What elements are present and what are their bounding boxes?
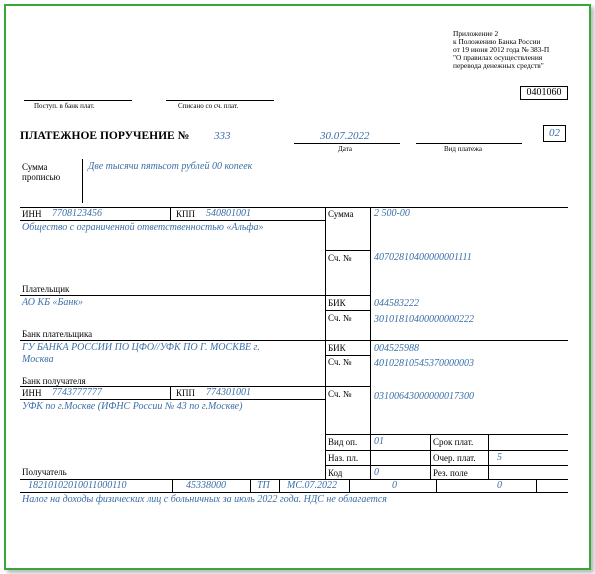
payment-order-form xyxy=(4,4,591,570)
appendix-line: перевода денежных средств" xyxy=(453,61,544,70)
payee-bank-bik: 004525988 xyxy=(374,343,419,354)
payee-name: УФК по г.Москве (ИФНС России № 43 по г.Москве) xyxy=(22,401,243,412)
payer-inn-label: ИНН xyxy=(22,209,42,219)
priority-label: Очер. плат. xyxy=(433,453,476,463)
payee-bank-label: Банк получателя xyxy=(22,376,86,386)
payer-bank-acc: 30101810400000000222 xyxy=(374,314,474,325)
payer-label: Плательщик xyxy=(22,284,70,294)
date-label: Дата xyxy=(338,145,352,153)
code-value: 0 xyxy=(374,467,379,478)
appendix-line: от 19 июня 2012 года № 383-П xyxy=(453,45,550,54)
payee-inn-label: ИНН xyxy=(22,388,42,398)
payee-bank-acc: 40102810545370000003 xyxy=(374,358,474,369)
payee-bank-acc-label: Сч. № xyxy=(328,357,352,367)
status-code-box: 02 xyxy=(543,125,566,142)
appendix-line: к Положению Банка России xyxy=(453,37,541,46)
basis-value: ТП xyxy=(257,480,270,491)
appendix-note xyxy=(453,30,589,70)
payee-label: Получатель xyxy=(22,467,67,477)
payee-kpp-label: КПП xyxy=(176,388,196,398)
payer-bank-label: Банк плательщика xyxy=(22,329,93,339)
form-code-box: 0401060 xyxy=(520,86,568,100)
period-value: МС.07.2022 xyxy=(287,480,337,491)
order-number: 333 xyxy=(214,130,231,142)
amount-words-value: Две тысячи пятьсот рублей 00 копеек xyxy=(88,161,253,172)
appendix-line: Приложение 2 xyxy=(453,29,499,38)
term-label: Срок плат. xyxy=(433,437,474,447)
doc-date-value: 0 xyxy=(497,480,502,491)
received-label: Поступ. в банк плат. xyxy=(34,102,95,110)
payer-bank-name: АО КБ «Банк» xyxy=(22,297,84,308)
code-label: Код xyxy=(328,468,343,478)
debited-label: Списано со сч. плат. xyxy=(178,102,239,110)
payer-kpp: 540801001 xyxy=(206,208,251,219)
payer-account-label: Сч. № xyxy=(328,253,352,263)
appendix-line: "О правилах осуществления xyxy=(453,53,543,62)
payee-acc: 03100643000000017300 xyxy=(374,391,474,402)
payer-kpp-label: КПП xyxy=(176,209,196,219)
amount-words-label: Сумма прописью xyxy=(22,162,61,182)
doc-number-value: 0 xyxy=(392,480,397,491)
payer-bank-acc-label: Сч. № xyxy=(328,313,352,323)
amount-value: 2 500-00 xyxy=(374,208,410,219)
amount-label: Сумма xyxy=(328,209,354,219)
payer-name: Общество с ограниченной ответственностью «Альфа» xyxy=(22,222,264,233)
payee-bank-bik-label: БИК xyxy=(328,343,346,353)
purpose-code-label: Наз. пл. xyxy=(328,453,359,463)
payee-bank-name: ГУ БАНКА РОССИИ ПО ЦФО//УФК ПО Г. МОСКВЕ г. Москва xyxy=(22,342,260,365)
payee-kpp: 774301001 xyxy=(206,387,251,398)
payer-account-value: 40702810400000001111 xyxy=(374,252,472,263)
payment-purpose: Налог на доходы физических лиц с больничных за июль 2022 года. НДС не облагается xyxy=(22,494,387,505)
order-title: ПЛАТЕЖНОЕ ПОРУЧЕНИЕ № xyxy=(20,130,190,142)
payer-bank-bik-label: БИК xyxy=(328,298,346,308)
payment-type-label: Вид платежа xyxy=(444,145,483,153)
payee-inn: 7743777777 xyxy=(52,387,102,398)
kbk-value: 18210102010011000110 xyxy=(28,480,127,491)
payer-bank-bik: 044583222 xyxy=(374,298,419,309)
reserve-label: Рез. поле xyxy=(433,468,468,478)
payee-acc-label: Сч. № xyxy=(328,389,352,399)
oktmo-value: 45338000 xyxy=(186,480,226,491)
op-type-value: 01 xyxy=(374,436,384,447)
priority-value: 5 xyxy=(497,452,502,463)
op-type-label: Вид оп. xyxy=(328,437,358,447)
order-date: 30.07.2022 xyxy=(320,130,370,142)
payer-inn: 7708123456 xyxy=(52,208,102,219)
